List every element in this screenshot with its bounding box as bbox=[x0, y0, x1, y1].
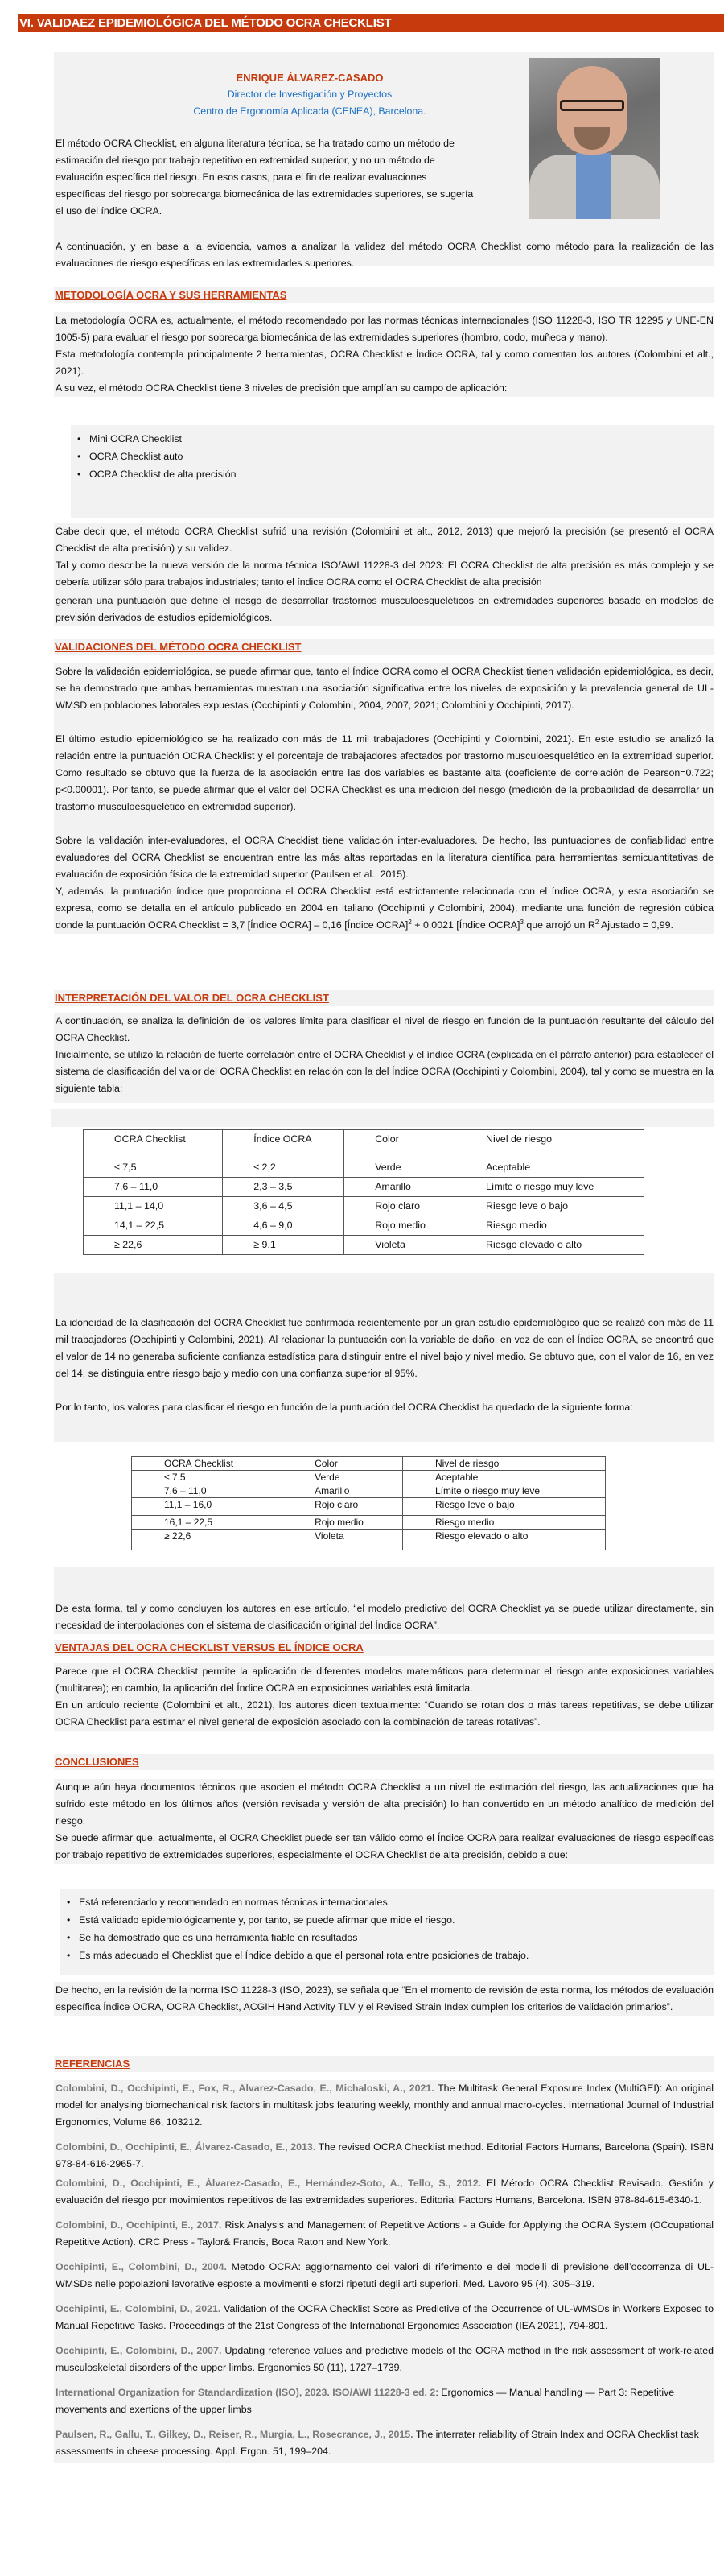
list-item: • Está referenciado y recomendado en normas técnicas internacionales. bbox=[60, 1893, 714, 1911]
table-cell: 2,3 – 3,5 bbox=[223, 1178, 344, 1197]
heading-conclusiones: CONCLUSIONES bbox=[55, 1756, 139, 1768]
table-header: Nivel de riesgo bbox=[455, 1130, 644, 1158]
intro-paragraph: El método OCRA Checklist, en alguna literatura técnica, se ha tratado como un método de estimación del riesgo por trabajo repetitivo en extremidad superior, y no un método de evaluación específica del riesgo. En esos casos, para el fin de realizar evaluaciones específicas del riesgo por sobrecarga biomecánica de las extremidades superiores, se sugería el uso del índice OCRA. bbox=[56, 138, 474, 217]
author-photo bbox=[529, 58, 660, 219]
table-cell: Riesgo medio bbox=[402, 1516, 605, 1530]
paragraph: A su vez, el método OCRA Checklist tiene 3 niveles de precisión que amplían su campo de aplicación: bbox=[56, 382, 508, 394]
paragraph: Tal y como describe la nueva versión de la norma técnica ISO/AWI 11228-3 del 2023: El OCRA Checklist de alta precisión es más complejo y se debería utilizar sólo para trabajos industriales; tanto el índice OCRA como el OCRA Checklist de alta precisión bbox=[56, 559, 714, 588]
table-row bbox=[132, 1516, 606, 1530]
table-cell: Amarillo bbox=[344, 1178, 455, 1197]
table-cell: Límite o riesgo muy leve bbox=[455, 1178, 644, 1197]
list-item: • Mini OCRA Checklist bbox=[71, 430, 714, 448]
heading-box bbox=[54, 2056, 714, 2072]
author-box bbox=[54, 52, 714, 238]
table-cell: ≥ 9,1 bbox=[223, 1236, 344, 1255]
table-row bbox=[132, 1498, 606, 1516]
table-cell: 16,1 – 22,5 bbox=[132, 1516, 282, 1530]
paragraph: La metodología OCRA es, actualmente, el método recomendado por las normas técnicas internacionales (ISO 11228-3, ISO TR 12295 y UNE-EN 1005-5) para evaluar el riesgo por sobrecarga biomecánica de las extremidades superiores (hombro, codo, muñeca y mano). bbox=[56, 315, 714, 343]
paragraph: A continuación, se analiza la definición de los valores límite para clasificar el nivel de riesgo en función de la puntuación resultante del cálculo del OCRA Checklist. bbox=[56, 1015, 714, 1043]
table-header: Nivel de riesgo bbox=[402, 1457, 605, 1471]
interpretacion-text bbox=[54, 1013, 714, 1103]
table-row bbox=[132, 1530, 606, 1550]
table-header: Color bbox=[282, 1457, 403, 1471]
ventajas-text bbox=[54, 1663, 714, 1731]
reference-item: Colombini, D., Occhipinti, E., Álvarez-Casado, E., 2013. The revised OCRA Checklist method. Editorial Factors Humans, Barcelona (Spain). ISBN 978-84-616-2965-7. bbox=[56, 2141, 714, 2169]
intro-paragraph-2: A continuación, y en base a la evidencia, vamos a analizar la validez del método OCRA Checklist como método para la realización de las evaluaciones de riesgo específicas en las extremidades superiores. bbox=[54, 238, 714, 266]
table-cell: Riesgo leve o bajo bbox=[455, 1197, 644, 1216]
table-cell: 7,6 – 11,0 bbox=[84, 1178, 223, 1197]
paragraph: Aunque aún haya documentos técnicos que asocien el método OCRA Checklist a un nivel de estimación del riesgo, las actualizaciones que ha sufrido este método en los últimos años (versión revisada y versión de alta precisión) lo han convertido en un método analítico de medición del riesgo. bbox=[56, 1781, 714, 1827]
conclusiones-text-2: De hecho, en la revisión de la norma ISO 11228-3 (ISO, 2023), se señala que “En el momento de revisión de esta norma, los métodos de evaluación específica Índice OCRA, OCRA Checklist, ACGIH Hand Activity TLV y el Revised Strain Index cumplen los criterios de validación primarios”. bbox=[54, 1982, 714, 2016]
interpretacion-conclusion: De esta forma, tal y como concluyen los autores en ese artículo, “el modelo predictivo del OCRA Checklist ya se puede utilizar directamente, sin necesidad de interpolaciones con el sistema de clasificación original del Índice OCRA”. bbox=[54, 1567, 714, 1634]
metodologia-text-2 bbox=[54, 523, 714, 626]
table-cell: 11,1 – 16,0 bbox=[132, 1498, 282, 1516]
reference-item: Paulsen, R., Gallu, T., Gilkey, D., Reiser, R., Murgia, L., Rosecrance, J., 2015. The interrater reliability of Strain Index and OCRA Checklist task assessments in cheese processing. Appl. Ergon. 51, 199–204. bbox=[56, 2429, 699, 2457]
table-cell: 3,6 – 4,5 bbox=[223, 1197, 344, 1216]
table-cell: Riesgo leve o bajo bbox=[402, 1498, 605, 1516]
table-cell: Amarillo bbox=[282, 1484, 403, 1498]
table-cell: Riesgo elevado o alto bbox=[455, 1236, 644, 1255]
references-list bbox=[54, 2080, 714, 2463]
paragraph: Inicialmente, se utilizó la relación de fuerte correlación entre el OCRA Checklist y el índice OCRA (explicada en el párrafo anterior) para establecer el sistema de clasificación del valor del OCRA Checklist en relación con la del Índice OCRA (Occhipinti y Colombini, 2004), tal y como se muestra en la siguiente tabla: bbox=[56, 1049, 714, 1094]
paragraph: En un artículo reciente (Colombini et alt., 2021), los autores dicen textualmente: “Cuando se rotan dos o más tareas repetitivas, se debe utilizar OCRA Checklist para estimar el nivel general de exposición asociado con la combinación de tareas rotativas”. bbox=[56, 1699, 714, 1728]
reference-item: Occhipinti, E., Colombini, D., 2007. Updating reference values and predictive models of the OCRA method in the risk assessment of work-related musculoskeletal disorders of the upper limbs. Ergonomics 50 (11), 1727–1739. bbox=[56, 2345, 714, 2373]
list-item: • OCRA Checklist auto bbox=[71, 448, 714, 465]
table-row bbox=[84, 1197, 644, 1216]
table-row bbox=[84, 1216, 644, 1236]
paragraph: Sobre la validación inter-evaluadores, el OCRA Checklist tiene validación inter-evaluadores. De hecho, las puntuaciones de confiabilidad entre evaluadores del OCRA Checklist se encuentran entre las más altas reportadas en la literatura científica para herramientas semicuantitativas de evaluación de exposición física de la extremidad superior (Paulsen et al., 2015). bbox=[56, 835, 714, 880]
reference-item: International Organization for Standardization (ISO), 2023. ISO/AWI 11228-3 ed. 2: Ergonomics — Manual handling — Part 3: Repetitive movements and exertions of the upper limbs bbox=[56, 2387, 675, 2415]
table-cell: Verde bbox=[282, 1471, 403, 1484]
heading-interpretacion: INTERPRETACIÓN DEL VALOR DEL OCRA CHECKLIST bbox=[55, 992, 329, 1004]
table-cell: Rojo medio bbox=[344, 1216, 455, 1236]
paragraph: Se puede afirmar que, actualmente, el OCRA Checklist puede ser tan válido como el Índice OCRA para realizar evaluaciones de riesgo específicas por trabajo repetitivo de extremidades superiores, especialmente el OCRA Checklist de alta precisión, debido a que: bbox=[56, 1832, 714, 1860]
paragraph: Sobre la validación epidemiológica, se puede afirmar que, tanto el Índice OCRA como el OCRA Checklist tienen validación epidemiológica, es decir, se ha demostrado que ambas herramientas muestran una asociación significativa entre los niveles de exposición y la prevalencia general de UL-WMSD en poblaciones laborales expuestas (Occhipinti y Colombini, 2004, 2007, 2021; Colombini y Occhipinti, 2017). bbox=[56, 666, 714, 711]
list-item: • Está validado epidemiológicamente y, por tanto, se puede afirmar que mide el riesgo. bbox=[60, 1911, 714, 1929]
table-cell: Riesgo medio bbox=[455, 1216, 644, 1236]
table-header-row bbox=[132, 1457, 606, 1471]
table-cell: Aceptable bbox=[455, 1158, 644, 1178]
author-name: ENRIQUE ÁLVAREZ-CASADO bbox=[236, 72, 384, 84]
list-item: • Es más adecuado el Checklist que el Índice debido a que el personal rota entre posiciones de trabajo. bbox=[60, 1946, 714, 1964]
heading-box bbox=[54, 287, 714, 303]
table-cell: Rojo medio bbox=[282, 1516, 403, 1530]
table-header: Índice OCRA bbox=[223, 1130, 344, 1158]
table-cell: Violeta bbox=[282, 1530, 403, 1550]
table-cell: 4,6 – 9,0 bbox=[223, 1216, 344, 1236]
risk-table-original bbox=[83, 1129, 644, 1255]
table-cell: Límite o riesgo muy leve bbox=[402, 1484, 605, 1498]
reference-item: Colombini, D., Occhipinti, E., Álvarez-Casado, E., Hernández-Soto, A., Tello, S., 2012. El Método OCRA Checklist Revisado. Gestión y evaluación del riesgo por movimientos repetitivos de las extremidades superiores. Editorial Factors Humans, Barcelona. ISBN 978-84-615-6340-1. bbox=[56, 2178, 714, 2206]
author-organization: Centro de Ergonomía Aplicada (CENEA), Barcelona. bbox=[193, 105, 426, 117]
heading-box bbox=[54, 639, 714, 655]
table-header-row bbox=[84, 1130, 644, 1158]
table-row bbox=[132, 1471, 606, 1484]
table-row bbox=[84, 1236, 644, 1255]
table-cell: Aceptable bbox=[402, 1471, 605, 1484]
table-row bbox=[84, 1158, 644, 1178]
table-cell: ≥ 22,6 bbox=[132, 1530, 282, 1550]
validaciones-text bbox=[54, 663, 714, 934]
reference-item: Occhipinti, E., Colombini, D., 2021. Validation of the OCRA Checklist Score as Predictive of the Occurrence of UL-WMSDs in Workers Exposed to Manual Repetitive Tasks. Proceedings of the 21st Congress of the International Ergonomics Association (IEA 2021), 794-801. bbox=[56, 2303, 714, 2331]
paragraph: La idoneidad de la clasificación del OCRA Checklist fue confirmada recientemente por un gran estudio epidemiológico que se realizó con más de 11 mil trabajadores (Occhipinti y Colombini, 2021). Al relacionar la puntuación con la variable de daño, en vez de con el Índice OCRA, se encontró que el valor de 14 no generaba suficiente confianza estadística para distinguir entre el nivel bajo y nivel medio. Se obtuvo que, con el valor de 16, en vez del 14, se distinguía entre riesgo bajo y medio con una confianza superior al 95%. bbox=[56, 1317, 714, 1379]
table-row bbox=[84, 1178, 644, 1197]
table-row bbox=[132, 1484, 606, 1498]
precision-levels-list bbox=[71, 425, 714, 518]
table-cell: 7,6 – 11,0 bbox=[132, 1484, 282, 1498]
table-cell: Violeta bbox=[344, 1236, 455, 1255]
table-cell: Rojo claro bbox=[282, 1498, 403, 1516]
heading-box bbox=[54, 1754, 714, 1770]
table-cell: 11,1 – 14,0 bbox=[84, 1197, 223, 1216]
regression-paragraph: Y, además, la puntuación índice que proporciona el OCRA Checklist está estrictamente relacionada con el índice OCRA, y esta asociación se expresa, como se detalla en el artículo publicado en 2004 en italiano (Occhipinti y Colombini, 2004), mediante una función de regresión cúbica donde la puntuación OCRA Checklist = 3,7 [Índice OCRA] – 0,16 [Índice OCRA]$^2$ + 0,0021 [Índice OCRA]$^3$ que arrojó un $R^2$ Ajustado = 0,99. bbox=[56, 886, 714, 931]
table-cell: ≤ 7,5 bbox=[132, 1471, 282, 1484]
conclusiones-text bbox=[54, 1779, 714, 1864]
table-cell: Riesgo elevado o alto bbox=[402, 1530, 605, 1550]
conclusiones-list bbox=[60, 1889, 714, 1975]
table-cell: 14,1 – 22,5 bbox=[84, 1216, 223, 1236]
paragraph: Cabe decir que, el método OCRA Checklist sufrió una revisión (Colombini et alt., 2012, 2013) que mejoró la precisión (se presentó el OCRA Checklist de alta precisión) y su validez. bbox=[56, 526, 714, 554]
paragraph: generan una puntuación que define el riesgo de desarrollar trastornos musculoesqueléticos en extremidades superiores basado en modelos de previsión derivados de estudios epidemiológicos. bbox=[56, 595, 714, 623]
heading-ventajas: VENTAJAS DEL OCRA CHECKLIST VERSUS EL ÍNDICE OCRA bbox=[55, 1641, 364, 1653]
section-banner: VI. VALIDAEZ EPIDEMIOLÓGICA DEL MÉTODO OCRA CHECKLIST bbox=[18, 14, 724, 32]
paragraph: Parece que el OCRA Checklist permite la aplicación de diferentes modelos matemáticos para determinar el riesgo ante exposiciones variables (multitarea); en cambio, la aplicación del Índice OCRA en exposiciones variables está limitada. bbox=[56, 1666, 714, 1694]
heading-box bbox=[54, 990, 714, 1006]
table-cell: ≥ 22,6 bbox=[84, 1236, 223, 1255]
author-role: Director de Investigación y Proyectos bbox=[227, 89, 393, 100]
paragraph: Por lo tanto, los valores para clasificar el riesgo en función de la puntuación del OCRA Checklist ha quedado de la siguiente forma: bbox=[56, 1402, 633, 1413]
table-cell: Rojo claro bbox=[344, 1197, 455, 1216]
reference-item: Colombini, D., Occhipinti, E., 2017. Risk Analysis and Management of Repetitive Actions - a Guide for Applying the OCRA System (OCcupational Repetitive Action). CRC Press - Taylor& Francis, Boca Raton and New York. bbox=[56, 2219, 714, 2248]
table-cell: ≤ 2,2 bbox=[223, 1158, 344, 1178]
interpretacion-text-2 bbox=[54, 1273, 714, 1442]
reference-item: Occhipinti, E., Colombini, D., 2004. Metodo OCRA: aggiornamento dei valori di riferimento e dei modelli di previsione dell’occorrenza di UL-WMSDs nelle popolazioni lavorative esposte a movimenti e sforzi ripetuti degli arti superiori. Med. Lavoro 95 (4), 305–319. bbox=[56, 2261, 714, 2289]
heading-metodologia: METODOLOGÍA OCRA Y SUS HERRAMIENTAS bbox=[55, 289, 287, 301]
heading-referencias: REFERENCIAS bbox=[55, 2058, 130, 2070]
spacer bbox=[51, 1109, 714, 1127]
table-header: Color bbox=[344, 1130, 455, 1158]
paragraph: El último estudio epidemiológico se ha realizado con más de 11 mil trabajadores (Occhipinti y Colombini, 2021). En este estudio se analizó la relación entre la puntuación OCRA Checklist y el porcentaje de trabajadores afectados por trastorno musculoesquelético en la extremidad superior. Como resultado se obtuvo que la fuerza de la asociación entre las dos variables es bastante alta (coeficiente de correlación de Pearson=0.722; p<0.00001). Por tanto, se puede afirmar que el valor del OCRA Checklist es una medición del riesgo (medición de la probabilidad de desarrollar un trastorno musculoesquelético en extremidad superior). bbox=[56, 733, 714, 812]
table-header: OCRA Checklist bbox=[84, 1130, 223, 1158]
heading-box bbox=[54, 1640, 714, 1656]
heading-validaciones: VALIDACIONES DEL MÉTODO OCRA CHECKLIST bbox=[55, 641, 302, 653]
reference-item: Colombini, D., Occhipinti, E., Fox, R., Alvarez-Casado, E., Michaloski, A., 2021. The Multitask General Exposure Index (MultiGEI): An original model for analysing biomechanical risk factors in multitask jobs featuring weekly, monthly and annual macro-cycles. International Journal of Industrial Ergonomics, Volume 86, 103212. bbox=[56, 2083, 714, 2128]
paragraph: Esta metodología contempla principalmente 2 herramientas, OCRA Checklist e Índice OCRA, tal y como comentan los autores (Colombini et alt., 2021). bbox=[56, 349, 714, 377]
list-item: • OCRA Checklist de alta precisión bbox=[71, 465, 714, 483]
table-cell: ≤ 7,5 bbox=[84, 1158, 223, 1178]
table-header: OCRA Checklist bbox=[132, 1457, 282, 1471]
table-cell: Verde bbox=[344, 1158, 455, 1178]
list-item: • Se ha demostrado que es una herramienta fiable en resultados bbox=[60, 1929, 714, 1946]
metodologia-text bbox=[54, 312, 714, 397]
risk-table-updated bbox=[131, 1456, 606, 1550]
